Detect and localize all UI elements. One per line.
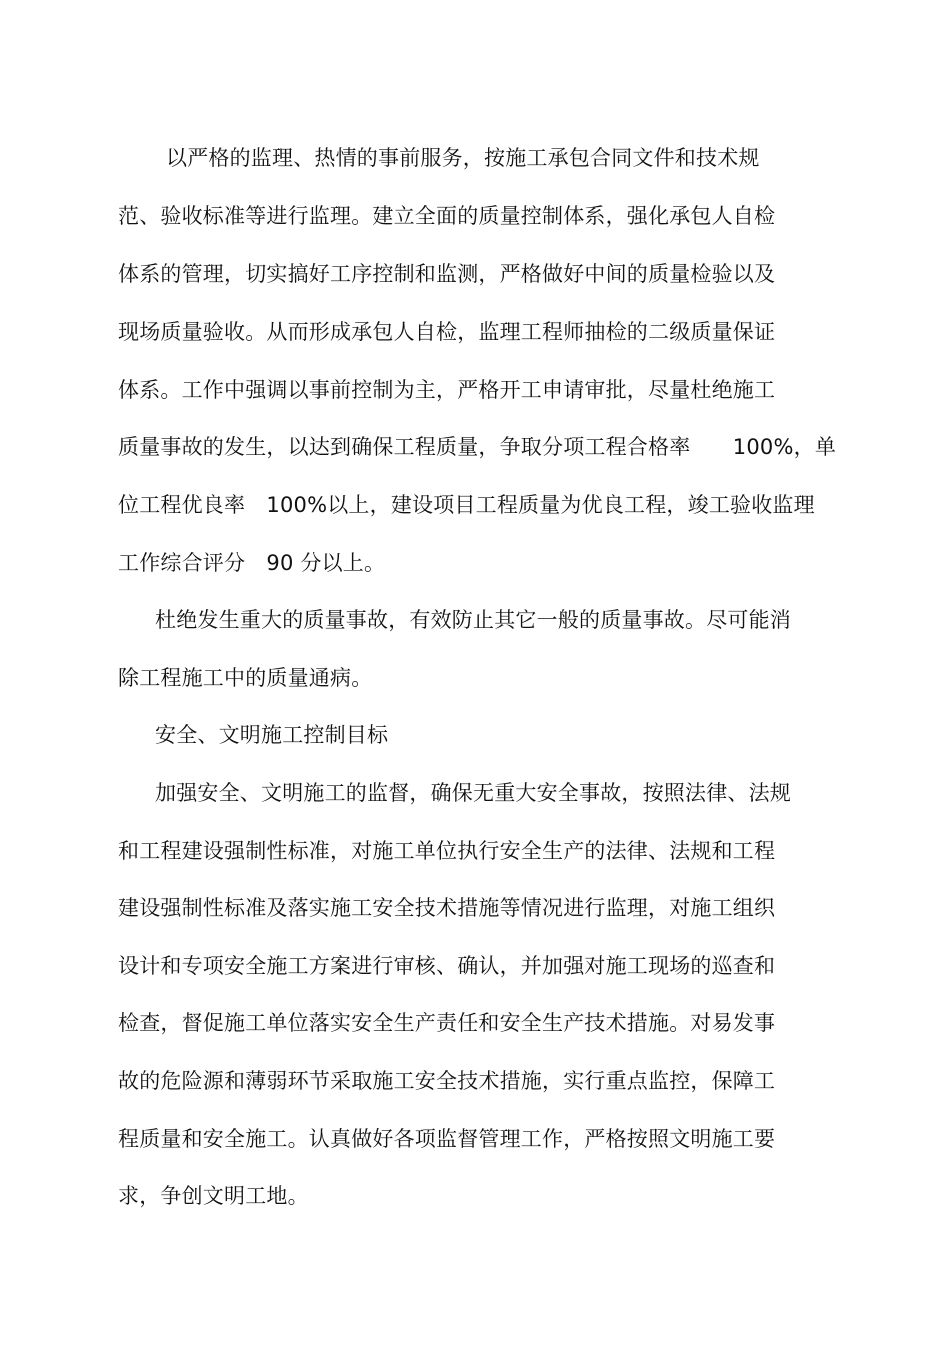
paragraph-1-line-5: 体系。工作中强调以事前控制为主，严格开工申请审批，尽量杜绝施工 (118, 378, 776, 402)
paragraph-1-line-1: 以严格的监理、热情的事前服务，按施工承包合同文件和技术规 (166, 146, 760, 170)
paragraph-1-line-3: 体系的管理，切实搞好工序控制和监测，严格做好中间的质量检验以及 (118, 262, 776, 286)
paragraph-4-line-1: 加强安全、文明施工的监督，确保无重大安全事故，按照法律、法规 (155, 781, 791, 805)
paragraph-2-line-1: 杜绝发生重大的质量事故，有效防止其它一般的质量事故。尽可能消 (155, 608, 791, 632)
paragraph-1-line-8: 工作综合评分 90 分以上。 (118, 551, 386, 575)
paragraph-4-line-5: 检查，督促施工单位落实安全生产责任和安全生产技术措施。对易发事 (118, 1011, 776, 1035)
paragraph-4-line-7: 程质量和安全施工。认真做好各项监督管理工作，严格按照文明施工要 (118, 1127, 776, 1151)
paragraph-4-line-6: 故的危险源和薄弱环节采取施工安全技术措施，实行重点监控，保障工 (118, 1069, 776, 1093)
paragraph-1-line-7: 位工程优良率 100%以上，建设项目工程质量为优良工程，竣工验收监理 (118, 493, 815, 517)
paragraph-4-line-2: 和工程建设强制性标准，对施工单位执行安全生产的法律、法规和工程 (118, 839, 776, 863)
paragraph-4-line-3: 建设强制性标准及落实施工安全技术措施等情况进行监理，对施工组织 (118, 896, 776, 920)
section-heading: 安全、文明施工控制目标 (155, 723, 389, 747)
paragraph-4-line-8: 求，争创文明工地。 (118, 1184, 309, 1208)
paragraph-1-line-4: 现场质量验收。从而形成承包人自检，监理工程师抽检的二级质量保证 (118, 320, 776, 344)
paragraph-4-line-4: 设计和专项安全施工方案进行审核、确认，并加强对施工现场的巡查和 (118, 954, 776, 978)
paragraph-2-line-2: 除工程施工中的质量通病。 (118, 666, 373, 690)
paragraph-1-line-6: 质量事故的发生，以达到确保工程质量，争取分项工程合格率 100%，单 (118, 435, 837, 459)
paragraph-1-line-2: 范、验收标准等进行监理。建立全面的质量控制体系，强化承包人自检 (118, 204, 776, 228)
